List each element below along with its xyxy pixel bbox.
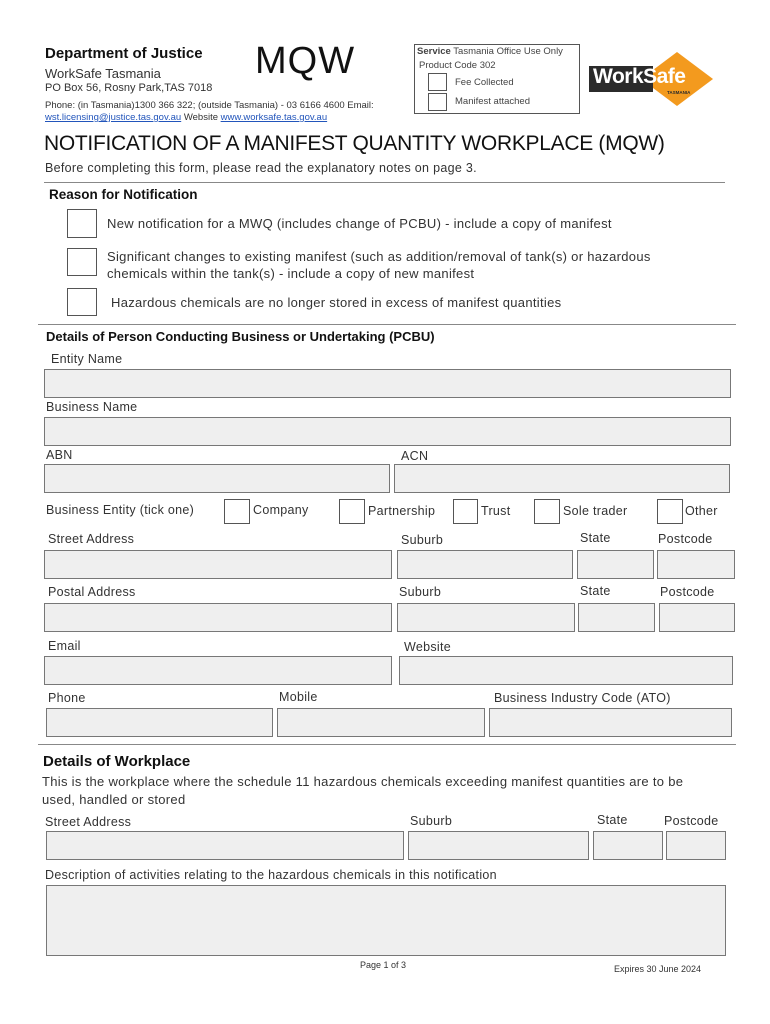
business-name-label: Business Name <box>46 400 138 414</box>
sole-trader-checkbox[interactable] <box>534 499 560 524</box>
other-label: Other <box>685 504 718 518</box>
other-checkbox[interactable] <box>657 499 683 524</box>
reason-removed-label: Hazardous chemicals are no longer stored in excess of manifest quantities <box>111 295 562 310</box>
activities-label: Description of activities relating to the hazardous chemicals in this notification <box>45 868 497 882</box>
company-checkbox[interactable] <box>224 499 250 524</box>
postal-state-input[interactable] <box>578 603 655 632</box>
phone-label: Phone <box>48 691 86 705</box>
street-address-input[interactable] <box>44 550 392 579</box>
postal-address-label: Postal Address <box>48 585 136 599</box>
fee-collected-checkbox[interactable] <box>428 73 447 91</box>
mobile-label: Mobile <box>279 690 318 704</box>
contact-phone: Phone: (in Tasmania)1300 366 322; (outside Tasmania) - 03 6166 4600 Email: <box>45 100 374 111</box>
expiry-date: Expires 30 June 2024 <box>614 964 702 974</box>
postal-address: PO Box 56, Rosny Park,TAS 7018 <box>45 82 213 94</box>
manifest-attached-checkbox[interactable] <box>428 93 447 111</box>
pcbu-heading: Details of Person Conducting Business or Undertaking (PCBU) <box>46 329 435 344</box>
entity-name-label: Entity Name <box>51 352 123 366</box>
workplace-postcode-label: Postcode <box>664 814 719 828</box>
trust-checkbox[interactable] <box>453 499 478 524</box>
workplace-desc-line1: This is the workplace where the schedule 11 hazardous chemicals exceeding manifest quantities are to be <box>42 774 684 789</box>
postal-suburb-input[interactable] <box>397 603 575 632</box>
company-label: Company <box>253 503 309 517</box>
form-title: NOTIFICATION OF A MANIFEST QUANTITY WORKPLACE (MQW) <box>44 132 665 155</box>
manifest-attached-label: Manifest attached <box>455 96 530 107</box>
postcode-label: Postcode <box>658 532 713 546</box>
reason-new-label: New notification for a MWQ (includes change of PCBU) - include a copy of manifest <box>107 216 612 231</box>
division-name: WorkSafe Tasmania <box>45 66 161 81</box>
postal-state-label: State <box>580 584 611 598</box>
workplace-state-input[interactable] <box>593 831 663 860</box>
reason-changes-label-line2: chemicals within the tank(s) - include a copy of new manifest <box>107 266 475 281</box>
website-label: Website <box>404 640 452 654</box>
street-address-label: Street Address <box>48 532 135 546</box>
sole-trader-label: Sole trader <box>563 504 628 518</box>
abn-input[interactable] <box>44 464 390 493</box>
contact-line <box>45 112 327 123</box>
workplace-suburb-label: Suburb <box>410 814 453 828</box>
suburb-label: Suburb <box>401 533 444 547</box>
page-number: Page 1 of 3 <box>360 960 407 970</box>
partnership-label: Partnership <box>368 504 436 518</box>
office-use-box <box>414 44 580 114</box>
department-name: Department of Justice <box>45 45 203 62</box>
reason-removed-checkbox[interactable] <box>67 288 97 316</box>
office-use-title: Service Tasmania Office Use Only <box>417 46 563 57</box>
postal-suburb-label: Suburb <box>399 585 442 599</box>
workplace-suburb-input[interactable] <box>408 831 589 860</box>
email-input[interactable] <box>44 656 392 685</box>
form-code: MQW <box>255 40 356 82</box>
phone-input[interactable] <box>46 708 273 737</box>
website-input[interactable] <box>399 656 733 685</box>
reason-new-checkbox[interactable] <box>67 209 97 238</box>
website-link[interactable]: www.worksafe.tas.gov.au <box>220 112 328 123</box>
postal-postcode-label: Postcode <box>660 585 715 599</box>
fee-collected-label: Fee Collected <box>455 77 514 88</box>
email-link[interactable]: wst.licensing@justice.tas.gov.au <box>45 112 182 123</box>
postal-postcode-input[interactable] <box>659 603 735 632</box>
suburb-input[interactable] <box>397 550 573 579</box>
reason-heading: Reason for Notification <box>49 187 198 202</box>
workplace-state-label: State <box>597 813 628 827</box>
workplace-street-label: Street Address <box>45 815 132 829</box>
partnership-checkbox[interactable] <box>339 499 365 524</box>
acn-input[interactable] <box>394 464 730 493</box>
reason-changes-label-line1: Significant changes to existing manifest (such as addition/removal of tank(s) or hazardous <box>107 249 651 264</box>
worksafe-logo: WorkSafe TASMANIA <box>587 50 715 108</box>
state-input[interactable] <box>577 550 654 579</box>
activities-textarea[interactable] <box>46 885 726 956</box>
entity-name-input[interactable] <box>44 369 731 398</box>
workplace-postcode-input[interactable] <box>666 831 726 860</box>
workplace-street-input[interactable] <box>46 831 404 860</box>
divider <box>38 744 736 745</box>
divider <box>38 324 736 325</box>
industry-code-input[interactable] <box>489 708 732 737</box>
workplace-heading: Details of Workplace <box>43 753 191 770</box>
mobile-input[interactable] <box>277 708 485 737</box>
industry-code-label: Business Industry Code (ATO) <box>494 691 671 705</box>
postal-address-input[interactable] <box>44 603 392 632</box>
postcode-input[interactable] <box>657 550 735 579</box>
website-label: Website <box>183 112 218 123</box>
business-entity-label: Business Entity (tick one) <box>46 503 195 517</box>
trust-label: Trust <box>481 504 511 518</box>
divider <box>44 182 725 183</box>
reason-changes-checkbox[interactable] <box>67 248 97 276</box>
state-label: State <box>580 531 611 545</box>
abn-label: ABN <box>46 448 73 462</box>
product-code: Product Code 302 <box>419 60 496 71</box>
business-name-input[interactable] <box>44 417 731 446</box>
acn-label: ACN <box>401 449 429 463</box>
email-label: Email <box>48 639 81 653</box>
intro-text: Before completing this form, please read the explanatory notes on page 3. <box>45 161 477 175</box>
workplace-desc-line2: used, handled or stored <box>42 792 186 807</box>
